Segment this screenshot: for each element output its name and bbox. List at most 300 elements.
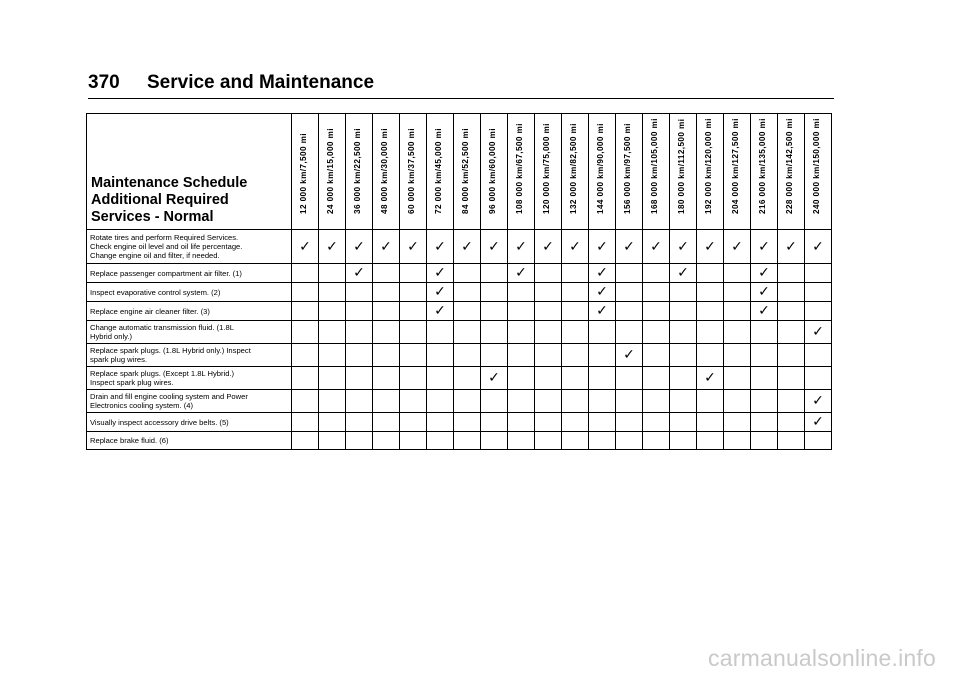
interval-label: 84 000 km/52,500 mi: [461, 128, 470, 214]
table-title-line: Maintenance Schedule: [91, 175, 248, 191]
schedule-cell: [292, 344, 319, 367]
schedule-cell: [427, 230, 454, 264]
checkmark-icon: ✓: [380, 238, 392, 255]
schedule-cell: [319, 264, 346, 283]
schedule-cell: [508, 344, 535, 367]
schedule-cell: [400, 413, 427, 432]
schedule-cell: [751, 367, 778, 390]
schedule-cell: [562, 230, 589, 264]
schedule-cell: [427, 432, 454, 450]
interval-header: [562, 114, 589, 230]
schedule-cell: [373, 432, 400, 450]
schedule-cell: [751, 230, 778, 264]
table-row: [87, 302, 832, 321]
schedule-cell: [805, 367, 832, 390]
checkmark-icon: ✓: [434, 238, 446, 255]
schedule-cell: [454, 230, 481, 264]
checkmark-icon: ✓: [704, 238, 716, 255]
schedule-cell: [535, 264, 562, 283]
schedule-cell: [319, 413, 346, 432]
schedule-cell: [481, 432, 508, 450]
schedule-cell: [616, 390, 643, 413]
table-title: [87, 114, 292, 230]
schedule-cell: [670, 302, 697, 321]
schedule-cell: [643, 367, 670, 390]
checkmark-icon: ✓: [488, 370, 500, 386]
interval-header: [427, 114, 454, 230]
interval-header: [292, 114, 319, 230]
schedule-cell: [373, 367, 400, 390]
interval-header: [319, 114, 346, 230]
schedule-cell: [616, 344, 643, 367]
schedule-cell: [481, 264, 508, 283]
schedule-cell: [427, 283, 454, 302]
schedule-cell: [643, 413, 670, 432]
schedule-cell: [805, 302, 832, 321]
schedule-cell: [427, 321, 454, 344]
checkmark-icon: ✓: [650, 238, 662, 255]
task-text: Replace spark plugs. (Except 1.8L Hybrid.): [90, 369, 235, 378]
schedule-cell: [292, 264, 319, 283]
schedule-cell: [697, 230, 724, 264]
schedule-cell: [427, 367, 454, 390]
schedule-cell: [562, 264, 589, 283]
schedule-cell: [805, 283, 832, 302]
task-text: Check engine oil level and oil life percentage.: [90, 242, 243, 251]
checkmark-icon: ✓: [758, 303, 770, 319]
task-text: Change automatic transmission fluid. (1.8L: [90, 323, 234, 332]
schedule-cell: [643, 432, 670, 450]
checkmark-icon: ✓: [407, 238, 419, 255]
interval-label: 180 000 km/112,500 mi: [677, 118, 686, 214]
schedule-cell: [454, 321, 481, 344]
table-row: [87, 264, 832, 283]
schedule-cell: [454, 432, 481, 450]
schedule-cell: [778, 344, 805, 367]
checkmark-icon: ✓: [434, 284, 446, 300]
schedule-cell: [562, 283, 589, 302]
task-description: [87, 264, 292, 283]
schedule-cell: [724, 264, 751, 283]
schedule-cell: [589, 283, 616, 302]
schedule-cell: [400, 230, 427, 264]
schedule-cell: [697, 432, 724, 450]
interval-header: [508, 114, 535, 230]
schedule-cell: [670, 432, 697, 450]
schedule-cell: [508, 367, 535, 390]
schedule-cell: [481, 230, 508, 264]
schedule-cell: [346, 413, 373, 432]
schedule-cell: [346, 302, 373, 321]
task-description: [87, 390, 292, 413]
schedule-cell: [346, 264, 373, 283]
schedule-cell: [508, 390, 535, 413]
schedule-cell: [319, 321, 346, 344]
schedule-cell: [724, 230, 751, 264]
table-row: [87, 321, 832, 344]
schedule-cell: [400, 264, 427, 283]
checkmark-icon: ✓: [569, 238, 581, 255]
schedule-cell: [319, 390, 346, 413]
table-row: [87, 230, 832, 264]
task-text: Rotate tires and perform Required Services.: [90, 233, 239, 242]
schedule-cell: [373, 413, 400, 432]
schedule-cell: [508, 283, 535, 302]
schedule-cell: [670, 344, 697, 367]
task-description: [87, 302, 292, 321]
schedule-cell: [778, 413, 805, 432]
schedule-cell: [508, 302, 535, 321]
schedule-cell: [535, 283, 562, 302]
checkmark-icon: ✓: [785, 238, 797, 255]
interval-label: 48 000 km/30,000 mi: [380, 128, 389, 214]
interval-label: 96 000 km/60,000 mi: [488, 128, 497, 214]
schedule-cell: [373, 321, 400, 344]
schedule-cell: [373, 264, 400, 283]
task-text: Drain and fill engine cooling system and Power: [90, 392, 248, 401]
checkmark-icon: ✓: [812, 393, 824, 409]
checkmark-icon: ✓: [434, 303, 446, 319]
checkmark-icon: ✓: [677, 265, 689, 281]
schedule-cell: [562, 367, 589, 390]
schedule-cell: [643, 321, 670, 344]
checkmark-icon: ✓: [677, 238, 689, 255]
task-text: Electronics cooling system. (4): [90, 401, 193, 410]
schedule-cell: [589, 390, 616, 413]
interval-header: [697, 114, 724, 230]
interval-header: [400, 114, 427, 230]
schedule-cell: [778, 321, 805, 344]
schedule-cell: [643, 302, 670, 321]
schedule-cell: [535, 390, 562, 413]
schedule-cell: [697, 367, 724, 390]
checkmark-icon: ✓: [299, 238, 311, 255]
task-description: [87, 230, 292, 264]
schedule-cell: [427, 413, 454, 432]
schedule-cell: [346, 230, 373, 264]
schedule-cell: [751, 413, 778, 432]
schedule-cell: [778, 432, 805, 450]
schedule-cell: [589, 264, 616, 283]
schedule-cell: [724, 283, 751, 302]
schedule-cell: [481, 367, 508, 390]
schedule-cell: [346, 367, 373, 390]
page-number: 370: [88, 72, 120, 93]
schedule-cell: [319, 230, 346, 264]
schedule-cell: [346, 432, 373, 450]
schedule-cell: [535, 302, 562, 321]
schedule-cell: [805, 264, 832, 283]
task-text: spark plug wires.: [90, 355, 147, 364]
checkmark-icon: ✓: [731, 238, 743, 255]
schedule-cell: [751, 321, 778, 344]
table-row: [87, 432, 832, 450]
checkmark-icon: ✓: [596, 265, 608, 281]
interval-header: [751, 114, 778, 230]
schedule-cell: [508, 413, 535, 432]
checkmark-icon: ✓: [758, 265, 770, 281]
schedule-cell: [400, 432, 427, 450]
schedule-cell: [805, 321, 832, 344]
task-text: Replace brake fluid. (6): [90, 436, 169, 445]
schedule-cell: [697, 390, 724, 413]
schedule-cell: [670, 413, 697, 432]
schedule-cell: [643, 264, 670, 283]
task-description: [87, 321, 292, 344]
schedule-cell: [508, 321, 535, 344]
schedule-cell: [751, 344, 778, 367]
checkmark-icon: ✓: [434, 265, 446, 281]
schedule-cell: [616, 432, 643, 450]
checkmark-icon: ✓: [812, 324, 824, 340]
schedule-cell: [616, 413, 643, 432]
schedule-cell: [724, 344, 751, 367]
interval-header: [805, 114, 832, 230]
schedule-cell: [643, 390, 670, 413]
interval-label: 72 000 km/45,000 mi: [434, 128, 443, 214]
task-description: [87, 283, 292, 302]
schedule-cell: [292, 321, 319, 344]
schedule-cell: [778, 264, 805, 283]
table-title-line: Additional Required: [91, 192, 229, 208]
schedule-cell: [751, 264, 778, 283]
task-text: Replace passenger compartment air filter. (1): [90, 268, 242, 278]
task-description: [87, 413, 292, 432]
schedule-cell: [643, 283, 670, 302]
schedule-cell: [454, 302, 481, 321]
table-row: [87, 344, 832, 367]
schedule-cell: [427, 302, 454, 321]
task-text: Inspect spark plug wires.: [90, 378, 174, 387]
checkmark-icon: ✓: [623, 347, 635, 363]
schedule-cell: [778, 230, 805, 264]
interval-label: 132 000 km/82,500 mi: [569, 123, 578, 214]
schedule-cell: [697, 283, 724, 302]
task-text: Visually inspect accessory drive belts. (5): [90, 417, 229, 427]
checkmark-icon: ✓: [326, 238, 338, 255]
schedule-cell: [724, 321, 751, 344]
interval-header: [454, 114, 481, 230]
task-description: [87, 344, 292, 367]
schedule-cell: [805, 413, 832, 432]
schedule-cell: [292, 302, 319, 321]
schedule-cell: [616, 302, 643, 321]
schedule-cell: [697, 413, 724, 432]
schedule-cell: [805, 390, 832, 413]
schedule-cell: [481, 390, 508, 413]
schedule-cell: [724, 413, 751, 432]
schedule-cell: [400, 302, 427, 321]
schedule-cell: [373, 390, 400, 413]
schedule-cell: [589, 413, 616, 432]
schedule-cell: [400, 283, 427, 302]
schedule-cell: [400, 367, 427, 390]
schedule-cell: [319, 432, 346, 450]
interval-header: [535, 114, 562, 230]
schedule-cell: [778, 283, 805, 302]
interval-label: 24 000 km/15,000 mi: [326, 128, 335, 214]
checkmark-icon: ✓: [515, 265, 527, 281]
interval-header: [724, 114, 751, 230]
schedule-cell: [400, 390, 427, 413]
schedule-cell: [670, 230, 697, 264]
table-row: [87, 413, 832, 432]
table-row: [87, 367, 832, 390]
schedule-cell: [670, 390, 697, 413]
interval-label: 36 000 km/22,500 mi: [353, 128, 362, 214]
interval-label: 216 000 km/135,000 mi: [758, 118, 767, 214]
interval-header: [346, 114, 373, 230]
schedule-cell: [778, 302, 805, 321]
schedule-cell: [697, 321, 724, 344]
schedule-cell: [481, 413, 508, 432]
schedule-cell: [319, 367, 346, 390]
schedule-cell: [346, 344, 373, 367]
checkmark-icon: ✓: [353, 238, 365, 255]
schedule-cell: [589, 344, 616, 367]
checkmark-icon: ✓: [515, 238, 527, 255]
schedule-cell: [751, 390, 778, 413]
schedule-cell: [508, 230, 535, 264]
schedule-cell: [373, 344, 400, 367]
schedule-cell: [670, 321, 697, 344]
schedule-cell: [427, 390, 454, 413]
checkmark-icon: ✓: [623, 238, 635, 255]
schedule-cell: [535, 321, 562, 344]
interval-header: [643, 114, 670, 230]
schedule-cell: [400, 321, 427, 344]
schedule-cell: [805, 344, 832, 367]
schedule-cell: [292, 230, 319, 264]
task-text: Replace spark plugs. (1.8L Hybrid only.) Inspect: [90, 346, 251, 355]
schedule-cell: [805, 432, 832, 450]
schedule-cell: [481, 283, 508, 302]
schedule-cell: [292, 390, 319, 413]
interval-header: [778, 114, 805, 230]
schedule-cell: [724, 302, 751, 321]
schedule-cell: [589, 302, 616, 321]
schedule-cell: [778, 367, 805, 390]
schedule-cell: [454, 367, 481, 390]
task-text: Replace engine air cleaner filter. (3): [90, 306, 210, 316]
checkmark-icon: ✓: [353, 265, 365, 281]
checkmark-icon: ✓: [461, 238, 473, 255]
interval-label: 60 000 km/37,500 mi: [407, 128, 416, 214]
schedule-cell: [562, 413, 589, 432]
schedule-cell: [697, 344, 724, 367]
interval-header: [589, 114, 616, 230]
table-header-row: [87, 114, 832, 230]
schedule-cell: [589, 321, 616, 344]
schedule-cell: [481, 321, 508, 344]
table-row: [87, 283, 832, 302]
header-rule: [88, 98, 834, 99]
interval-label: 204 000 km/127,500 mi: [731, 118, 740, 214]
checkmark-icon: ✓: [542, 238, 554, 255]
schedule-cell: [319, 302, 346, 321]
schedule-cell: [292, 413, 319, 432]
checkmark-icon: ✓: [596, 238, 608, 255]
task-text: Hybrid only.): [90, 332, 133, 341]
schedule-cell: [589, 432, 616, 450]
schedule-cell: [697, 302, 724, 321]
interval-label: 120 000 km/75,000 mi: [542, 123, 551, 214]
schedule-cell: [670, 264, 697, 283]
schedule-cell: [562, 344, 589, 367]
page-header: [88, 72, 374, 94]
interval-header: [616, 114, 643, 230]
schedule-cell: [535, 230, 562, 264]
interval-label: 168 000 km/105,000 mi: [650, 118, 659, 214]
schedule-cell: [751, 432, 778, 450]
schedule-cell: [751, 283, 778, 302]
schedule-cell: [751, 302, 778, 321]
interval-label: 108 000 km/67,500 mi: [515, 123, 524, 214]
schedule-cell: [589, 367, 616, 390]
schedule-cell: [454, 413, 481, 432]
schedule-cell: [454, 390, 481, 413]
schedule-cell: [670, 367, 697, 390]
schedule-cell: [454, 283, 481, 302]
schedule-cell: [616, 264, 643, 283]
schedule-cell: [292, 283, 319, 302]
schedule-cell: [724, 432, 751, 450]
schedule-cell: [346, 283, 373, 302]
schedule-cell: [292, 432, 319, 450]
checkmark-icon: ✓: [596, 284, 608, 300]
schedule-cell: [643, 344, 670, 367]
schedule-cell: [346, 321, 373, 344]
task-text: Inspect evaporative control system. (2): [90, 287, 221, 297]
checkmark-icon: ✓: [758, 238, 770, 255]
schedule-cell: [535, 413, 562, 432]
checkmark-icon: ✓: [758, 284, 770, 300]
task-text: Change engine oil and filter, if needed.: [90, 251, 220, 260]
schedule-cell: [373, 302, 400, 321]
task-description: [87, 367, 292, 390]
schedule-cell: [589, 230, 616, 264]
schedule-cell: [805, 230, 832, 264]
interval-label: 12 000 km/7,500 mi: [299, 133, 308, 214]
checkmark-icon: ✓: [812, 238, 824, 255]
schedule-cell: [373, 230, 400, 264]
interval-header: [373, 114, 400, 230]
schedule-cell: [292, 367, 319, 390]
interval-label: 192 000 km/120,000 mi: [704, 118, 713, 214]
table-row: [87, 390, 832, 413]
interval-label: 156 000 km/97,500 mi: [623, 123, 632, 214]
checkmark-icon: ✓: [812, 414, 824, 430]
schedule-cell: [643, 230, 670, 264]
schedule-cell: [319, 283, 346, 302]
schedule-cell: [616, 230, 643, 264]
interval-label: 144 000 km/90,000 mi: [596, 123, 605, 214]
checkmark-icon: ✓: [596, 303, 608, 319]
table-title-line: Services - Normal: [91, 209, 214, 225]
schedule-cell: [508, 264, 535, 283]
schedule-cell: [454, 344, 481, 367]
schedule-cell: [535, 432, 562, 450]
schedule-cell: [724, 390, 751, 413]
schedule-cell: [346, 390, 373, 413]
watermark: carmanualsonline.info: [708, 645, 936, 671]
schedule-cell: [535, 367, 562, 390]
section-title: Service and Maintenance: [147, 72, 375, 93]
checkmark-icon: ✓: [704, 370, 716, 386]
interval-label: 240 000 km/150,000 mi: [812, 118, 821, 214]
schedule-cell: [670, 283, 697, 302]
maintenance-schedule-table: [86, 113, 832, 450]
